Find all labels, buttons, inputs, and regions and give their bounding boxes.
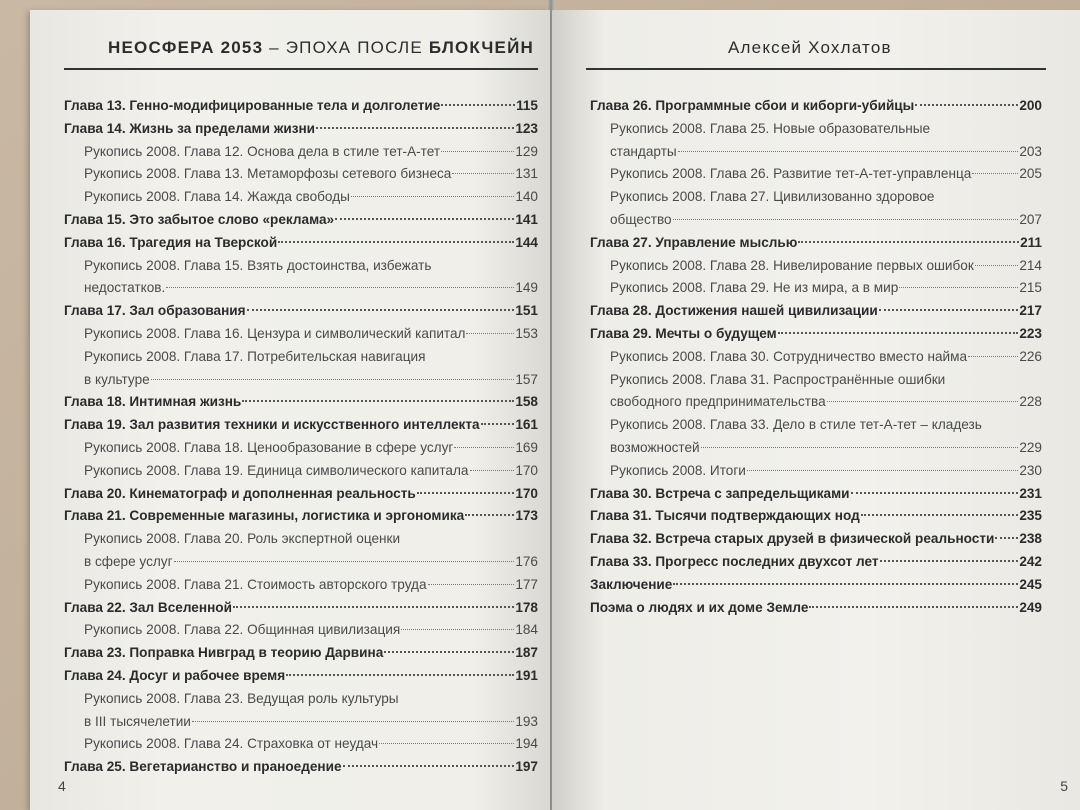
running-head-right (728, 38, 892, 58)
toc-dot-leader (335, 218, 514, 220)
toc-page-number: 217 (1019, 303, 1042, 319)
toc-manuscript-entry (590, 414, 1042, 437)
toc-entry-title: Глава 29. Мечты о будущем (590, 325, 777, 341)
toc-dot-leader (861, 514, 1019, 516)
toc-page-number: 215 (1019, 280, 1042, 296)
toc-manuscript-entry (590, 255, 1042, 278)
toc-chapter-entry (590, 483, 1042, 506)
toc-page-number: 245 (1019, 576, 1042, 592)
toc-chapter-entry (64, 665, 538, 688)
toc-page-number: 197 (515, 759, 538, 775)
header-rule-right (586, 68, 1046, 70)
toc-dot-leader (441, 151, 514, 152)
toc-entry-title: Рукопись 2008. Глава 16. Цензура и символический капитал (84, 325, 466, 341)
toc-entry-title: Рукопись 2008. Глава 15. Взять достоинства, избежать (84, 257, 432, 273)
toc-chapter-entry (590, 505, 1042, 528)
toc-entry-title: Глава 24. Досуг и рабочее время (64, 667, 286, 683)
toc-page-number: 214 (1019, 257, 1042, 273)
toc-dot-leader (465, 514, 514, 516)
toc-entry-title: Рукопись 2008. Глава 27. Цивилизованно здоровое (610, 189, 935, 205)
toc-manuscript-entry (590, 391, 1042, 414)
toc-entry-title: Глава 17. Зал образования (64, 303, 246, 319)
toc-dot-leader (995, 537, 1018, 539)
toc-entry-title: в культуре (84, 371, 150, 387)
toc-dot-leader (316, 127, 514, 129)
toc-dot-leader (798, 241, 1019, 243)
toc-dot-leader (851, 492, 1019, 494)
toc-entry-title: возможностей (610, 439, 700, 455)
toc-dot-leader (174, 561, 515, 562)
toc-chapter-entry (590, 551, 1042, 574)
toc-dot-leader (673, 219, 1019, 220)
toc-page-number: 115 (516, 98, 538, 113)
toc-entry-title: Рукопись 2008. Глава 31. Распространённые ошибки (610, 371, 946, 387)
toc-page-number: 153 (515, 325, 538, 341)
toc-page-number: 238 (1019, 531, 1042, 547)
running-head-left (108, 38, 534, 58)
toc-dot-leader (678, 151, 1019, 152)
toc-manuscript-entry (64, 437, 538, 460)
toc-page-number: 151 (515, 303, 538, 319)
toc-entry-title: Глава 18. Интимная жизнь (64, 394, 242, 410)
toc-entry-title: Глава 26. Программные сбои и киборги-убийцы (590, 98, 915, 113)
header-rule-left (64, 68, 538, 70)
toc-entry-title: Рукопись 2008. Глава 14. Жажда свободы (84, 189, 350, 205)
toc-dot-leader (192, 721, 514, 722)
toc-dot-leader (747, 470, 1018, 471)
toc-manuscript-entry (64, 255, 538, 278)
toc-chapter-entry (64, 232, 538, 255)
toc-entry-title: Глава 22. Зал Вселенной (64, 599, 232, 615)
toc-manuscript-entry (590, 118, 1042, 141)
toc-entry-title: Рукопись 2008. Глава 30. Сотрудничество вместо найма (610, 348, 968, 364)
toc-dot-leader (899, 287, 1018, 288)
toc-page-number: 169 (515, 439, 538, 455)
toc-entry-title: Глава 15. Это забытое слово «реклама» (64, 211, 335, 227)
toc-entry-title: Рукопись 2008. Глава 13. Метаморфозы сетевого бизнеса (84, 166, 452, 182)
toc-manuscript-entry (590, 369, 1042, 392)
toc-dot-leader (452, 173, 514, 174)
toc-entry-title: Рукопись 2008. Глава 23. Ведущая роль культуры (84, 690, 399, 706)
toc-entry-title: Глава 13. Генно-модифицированные тела и долголетие (64, 98, 441, 113)
toc-manuscript-entry (64, 346, 538, 369)
toc-list-left (64, 95, 538, 779)
toc-manuscript-entry (590, 346, 1042, 369)
toc-dot-leader (470, 470, 515, 471)
toc-page-number: 200 (1019, 98, 1042, 113)
toc-manuscript-entry (64, 163, 538, 186)
toc-page-number: 231 (1019, 485, 1042, 501)
toc-manuscript-entry (64, 619, 538, 642)
toc-page-number: 211 (1020, 234, 1042, 250)
toc-entry-title: Рукопись 2008. Глава 12. Основа дела в стиле тет-А-тет (84, 143, 441, 159)
toc-chapter-entry (64, 95, 538, 118)
toc-dot-leader (975, 265, 1019, 266)
toc-entry-title: Глава 28. Достижения нашей цивилизации (590, 303, 878, 319)
toc-entry-title: общество (610, 211, 672, 227)
toc-chapter-entry (64, 209, 538, 232)
toc-page-number: 235 (1019, 508, 1042, 524)
page-number-right: 5 (1060, 778, 1068, 794)
toc-entry-title: Глава 14. Жизнь за пределами жизни (64, 120, 316, 136)
toc-dot-leader (441, 104, 515, 106)
toc-dot-leader (466, 333, 514, 334)
toc-page-number: 223 (1019, 325, 1042, 341)
toc-entry-title: Глава 30. Встреча с запредельщиками (590, 485, 850, 501)
toc-dot-leader (166, 287, 514, 288)
toc-page-number: 184 (515, 622, 538, 638)
toc-chapter-entry (590, 574, 1042, 597)
toc-entry-title: Глава 33. Прогресс последних двухсот лет (590, 553, 879, 569)
toc-page-number: 141 (515, 211, 538, 227)
toc-entry-title: Глава 23. Поправка Нивград в теорию Дарвина (64, 645, 384, 661)
toc-manuscript-entry (590, 186, 1042, 209)
toc-dot-leader (247, 309, 515, 311)
toc-page-number: 170 (515, 462, 538, 478)
toc-dot-leader (809, 606, 1018, 608)
toc-manuscript-entry (64, 186, 538, 209)
toc-chapter-entry (64, 597, 538, 620)
toc-dot-leader (286, 674, 514, 676)
toc-manuscript-entry (64, 711, 538, 734)
toc-chapter-entry (64, 391, 538, 414)
toc-chapter-entry (64, 300, 538, 323)
toc-dot-leader (454, 447, 514, 448)
toc-page-number: 229 (1019, 439, 1042, 455)
toc-chapter-entry (64, 505, 538, 528)
toc-entry-title: в сфере услуг (84, 553, 173, 569)
toc-entry-title: Глава 32. Встреча старых друзей в физической реальности (590, 531, 995, 547)
toc-dot-leader (701, 447, 1019, 448)
toc-page-number: 149 (515, 280, 538, 296)
toc-page-number: 230 (1019, 462, 1042, 478)
toc-chapter-entry (590, 597, 1042, 620)
toc-chapter-entry (64, 414, 538, 437)
toc-entry-title: свободного предпринимательства (610, 394, 826, 410)
toc-page-number: 157 (515, 371, 538, 387)
toc-page-number: 203 (1019, 143, 1042, 159)
toc-dot-leader (673, 583, 1018, 585)
toc-page-number: 161 (515, 417, 538, 433)
toc-entry-title: Рукопись 2008. Глава 20. Роль экспертной оценки (84, 531, 401, 547)
toc-chapter-entry (64, 756, 538, 779)
toc-page-number: 207 (1019, 211, 1042, 227)
toc-dot-leader (481, 423, 515, 425)
toc-manuscript-entry (590, 437, 1042, 460)
toc-dot-leader (879, 309, 1019, 311)
toc-dot-leader (915, 104, 1018, 106)
toc-entry-title: Рукопись 2008. Глава 24. Страховка от неудач (84, 736, 379, 752)
toc-manuscript-entry (64, 574, 538, 597)
toc-page-number: 242 (1019, 553, 1042, 569)
toc-page-number: 129 (515, 143, 538, 159)
toc-entry-title: Рукопись 2008. Глава 19. Единица символического капитала (84, 462, 469, 478)
toc-entry-title: Рукопись 2008. Глава 18. Ценообразование в сфере услуг (84, 439, 454, 455)
toc-manuscript-entry (64, 323, 538, 346)
book-title: НЕОСФЕРА 2053 (108, 38, 264, 57)
toc-chapter-entry (590, 232, 1042, 255)
toc-entry-title: Глава 27. Управление мыслью (590, 234, 798, 250)
toc-page-number: 193 (515, 713, 538, 729)
toc-entry-title: Глава 19. Зал развития техники и искусственного интеллекта (64, 417, 480, 433)
toc-entry-title: Глава 25. Вегетарианство и праноедение (64, 759, 342, 775)
toc-entry-title: Рукопись 2008. Глава 17. Потребительская навигация (84, 348, 426, 364)
toc-entry-title: стандарты (610, 143, 677, 159)
toc-chapter-entry (64, 642, 538, 665)
toc-entry-title: Рукопись 2008. Итоги (610, 462, 746, 478)
toc-page-number: 178 (515, 599, 538, 615)
toc-dot-leader (778, 332, 1019, 334)
toc-dot-leader (972, 173, 1018, 174)
toc-manuscript-entry (590, 460, 1042, 483)
toc-page-number: 170 (515, 485, 538, 501)
toc-entry-title: Рукопись 2008. Глава 22. Общинная цивилизация (84, 622, 401, 638)
toc-manuscript-entry (64, 688, 538, 711)
toc-dot-leader (417, 492, 515, 494)
toc-page-number: 194 (515, 736, 538, 752)
toc-page-number: 123 (515, 120, 538, 136)
toc-entry-title: Рукопись 2008. Глава 21. Стоимость авторского труда (84, 576, 427, 592)
toc-entry-title: Рукопись 2008. Глава 25. Новые образовательные (610, 120, 931, 136)
left-page (30, 10, 550, 810)
toc-manuscript-entry (64, 551, 538, 574)
toc-manuscript-entry (64, 528, 538, 551)
toc-page-number: 140 (515, 189, 538, 205)
toc-chapter-entry (590, 528, 1042, 551)
toc-manuscript-entry (590, 163, 1042, 186)
toc-entry-title: Рукопись 2008. Глава 26. Развитие тет-А-тет-управленца (610, 166, 972, 182)
toc-page-number: 173 (515, 508, 538, 524)
toc-entry-title: Глава 31. Тысячи подтверждающих нод (590, 508, 860, 524)
toc-page-number: 205 (1019, 166, 1042, 182)
toc-page-number: 228 (1019, 394, 1042, 410)
toc-page-number: 191 (515, 667, 538, 683)
toc-entry-title: Рукопись 2008. Глава 33. Дело в стиле тет-А-тет – кладезь (610, 417, 982, 433)
right-page (552, 10, 1080, 810)
toc-manuscript-entry (64, 277, 538, 300)
toc-dot-leader (880, 560, 1019, 562)
toc-chapter-entry (590, 300, 1042, 323)
toc-entry-title: Поэма о людях и их доме Земле (590, 599, 809, 615)
toc-dot-leader (343, 765, 515, 767)
book-subtitle-tail: БЛОКЧЕЙН (428, 38, 534, 57)
toc-manuscript-entry (64, 369, 538, 392)
page-number-left: 4 (58, 778, 66, 794)
toc-dot-leader (827, 401, 1019, 402)
toc-entry-title: Глава 21. Современные магазины, логистика и эргономика (64, 508, 465, 524)
author-name: Алексей Хохлатов (728, 38, 892, 57)
toc-entry-title: Рукопись 2008. Глава 29. Не из мира, а в мир (610, 280, 899, 296)
toc-manuscript-entry (590, 277, 1042, 300)
toc-entry-title: Глава 20. Кинематограф и дополненная реальность (64, 485, 416, 501)
toc-manuscript-entry (64, 460, 538, 483)
toc-dot-leader (242, 400, 514, 402)
toc-chapter-entry (64, 118, 538, 141)
book-subtitle: – ЭПОХА ПОСЛЕ (269, 38, 423, 57)
toc-page-number: 176 (515, 553, 538, 569)
toc-manuscript-entry (590, 141, 1042, 164)
toc-dot-leader (278, 241, 514, 243)
toc-manuscript-entry (64, 733, 538, 756)
toc-page-number: 177 (515, 576, 538, 592)
toc-list-right (590, 95, 1042, 619)
toc-page-number: 249 (1019, 599, 1042, 615)
toc-page-number: 226 (1019, 348, 1042, 364)
toc-page-number: 131 (515, 166, 538, 182)
toc-page-number: 144 (515, 234, 538, 250)
toc-entry-title: Глава 16. Трагедия на Тверской (64, 234, 278, 250)
toc-dot-leader (151, 379, 515, 380)
toc-entry-title: в III тысячелетии (84, 713, 191, 729)
toc-dot-leader (428, 584, 515, 585)
toc-dot-leader (379, 743, 514, 744)
toc-manuscript-entry (590, 209, 1042, 232)
toc-chapter-entry (590, 323, 1042, 346)
toc-dot-leader (384, 651, 514, 653)
toc-dot-leader (351, 196, 514, 197)
toc-chapter-entry (64, 483, 538, 506)
toc-dot-leader (233, 606, 514, 608)
toc-manuscript-entry (64, 141, 538, 164)
toc-entry-title: Заключение (590, 576, 673, 592)
toc-dot-leader (401, 629, 514, 630)
toc-dot-leader (968, 356, 1018, 357)
toc-page-number: 158 (515, 394, 538, 410)
toc-chapter-entry (590, 95, 1042, 118)
toc-entry-title: недостатков. (84, 280, 166, 296)
toc-entry-title: Рукопись 2008. Глава 28. Нивелирование первых ошибок (610, 257, 974, 273)
toc-page-number: 187 (515, 645, 538, 661)
